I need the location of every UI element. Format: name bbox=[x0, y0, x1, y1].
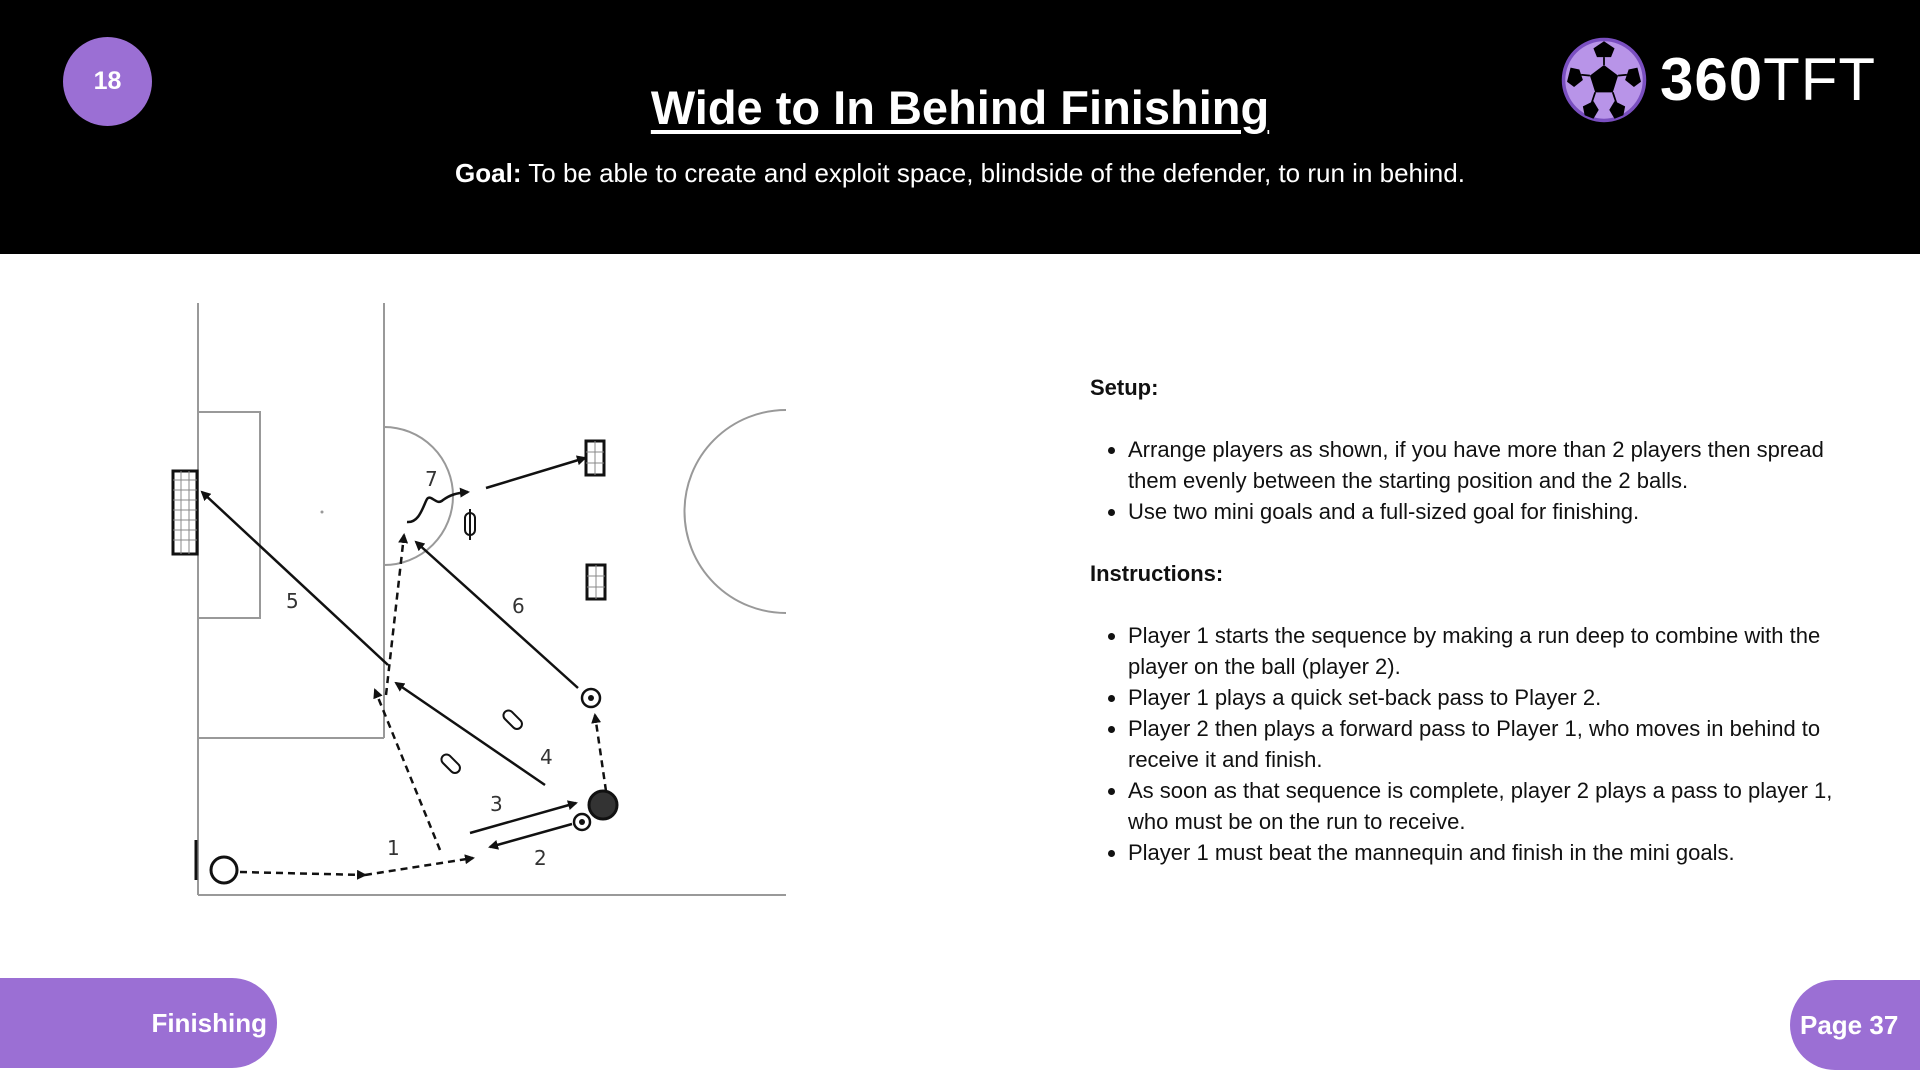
cone-marker-upper bbox=[501, 708, 524, 731]
goal-line bbox=[0, 158, 1920, 189]
player-runs bbox=[240, 535, 606, 875]
list-item: • Player 1 starts the sequence by making a run deep to combine with the player on the ball (player 2). bbox=[1128, 620, 1870, 682]
mini-goal-bottom bbox=[587, 565, 605, 599]
goal-text: To be able to create and exploit space, blindside of the defender, to run in behind. bbox=[528, 158, 1465, 188]
list-item: • Arrange players as shown, if you have more than 2 players then spread them evenly between the starting position and the 2 balls. bbox=[1128, 434, 1870, 496]
ball-icon bbox=[574, 814, 590, 830]
step-label-1: 1 bbox=[387, 836, 400, 860]
setup-list bbox=[1090, 434, 1870, 527]
brand-wordmark-light: TFT bbox=[1763, 46, 1877, 113]
brand-logo bbox=[1560, 36, 1876, 124]
section-tab[interactable]: Finishing bbox=[0, 978, 277, 1068]
full-size-goal bbox=[173, 471, 197, 554]
page-title: Wide to In Behind Finishing bbox=[650, 81, 1270, 134]
goal-label: Goal: bbox=[455, 158, 522, 188]
list-item: • Player 1 plays a quick set-back pass to Player 2. bbox=[1128, 682, 1870, 713]
list-item: • Player 1 must beat the mannequin and finish in the mini goals. bbox=[1128, 837, 1870, 868]
mannequin bbox=[465, 509, 475, 540]
step-label-5: 5 bbox=[286, 589, 299, 613]
setup-heading: Setup: bbox=[1090, 375, 1159, 400]
drill-number-badge: 18 bbox=[63, 37, 152, 126]
player-2 bbox=[589, 791, 617, 819]
penalty-spot bbox=[321, 511, 324, 514]
list-item: • As soon as that sequence is complete, player 2 plays a pass to player 1, who must be on the run to receive. bbox=[1128, 775, 1870, 837]
step-labels bbox=[286, 467, 553, 870]
step-label-7: 7 bbox=[425, 467, 438, 491]
brand-wordmark bbox=[1660, 46, 1877, 113]
brand-wordmark-bold: 360 bbox=[1660, 46, 1764, 113]
list-item: • Player 2 then plays a forward pass to Player 1, who moves in behind to receive it and finish. bbox=[1128, 713, 1870, 775]
header-bar bbox=[0, 0, 1920, 254]
step-label-3: 3 bbox=[490, 792, 503, 816]
step-label-6: 6 bbox=[512, 594, 525, 618]
page-number: Page 37 bbox=[1790, 980, 1920, 1070]
ball-icon bbox=[582, 689, 600, 707]
instructions-list bbox=[1090, 620, 1870, 868]
list-item: • Use two mini goals and a full-sized goal for finishing. bbox=[1128, 496, 1870, 527]
player-1-start bbox=[211, 857, 237, 883]
cone-marker-lower bbox=[439, 752, 462, 775]
drill-diagram bbox=[160, 295, 800, 905]
step-label-4: 4 bbox=[540, 745, 553, 769]
soccer-ball-icon bbox=[1560, 36, 1648, 124]
step-label-2: 2 bbox=[534, 846, 547, 870]
instructions-heading: Instructions: bbox=[1090, 561, 1224, 586]
drill-info bbox=[1090, 372, 1870, 899]
mini-goal-top bbox=[586, 441, 604, 475]
